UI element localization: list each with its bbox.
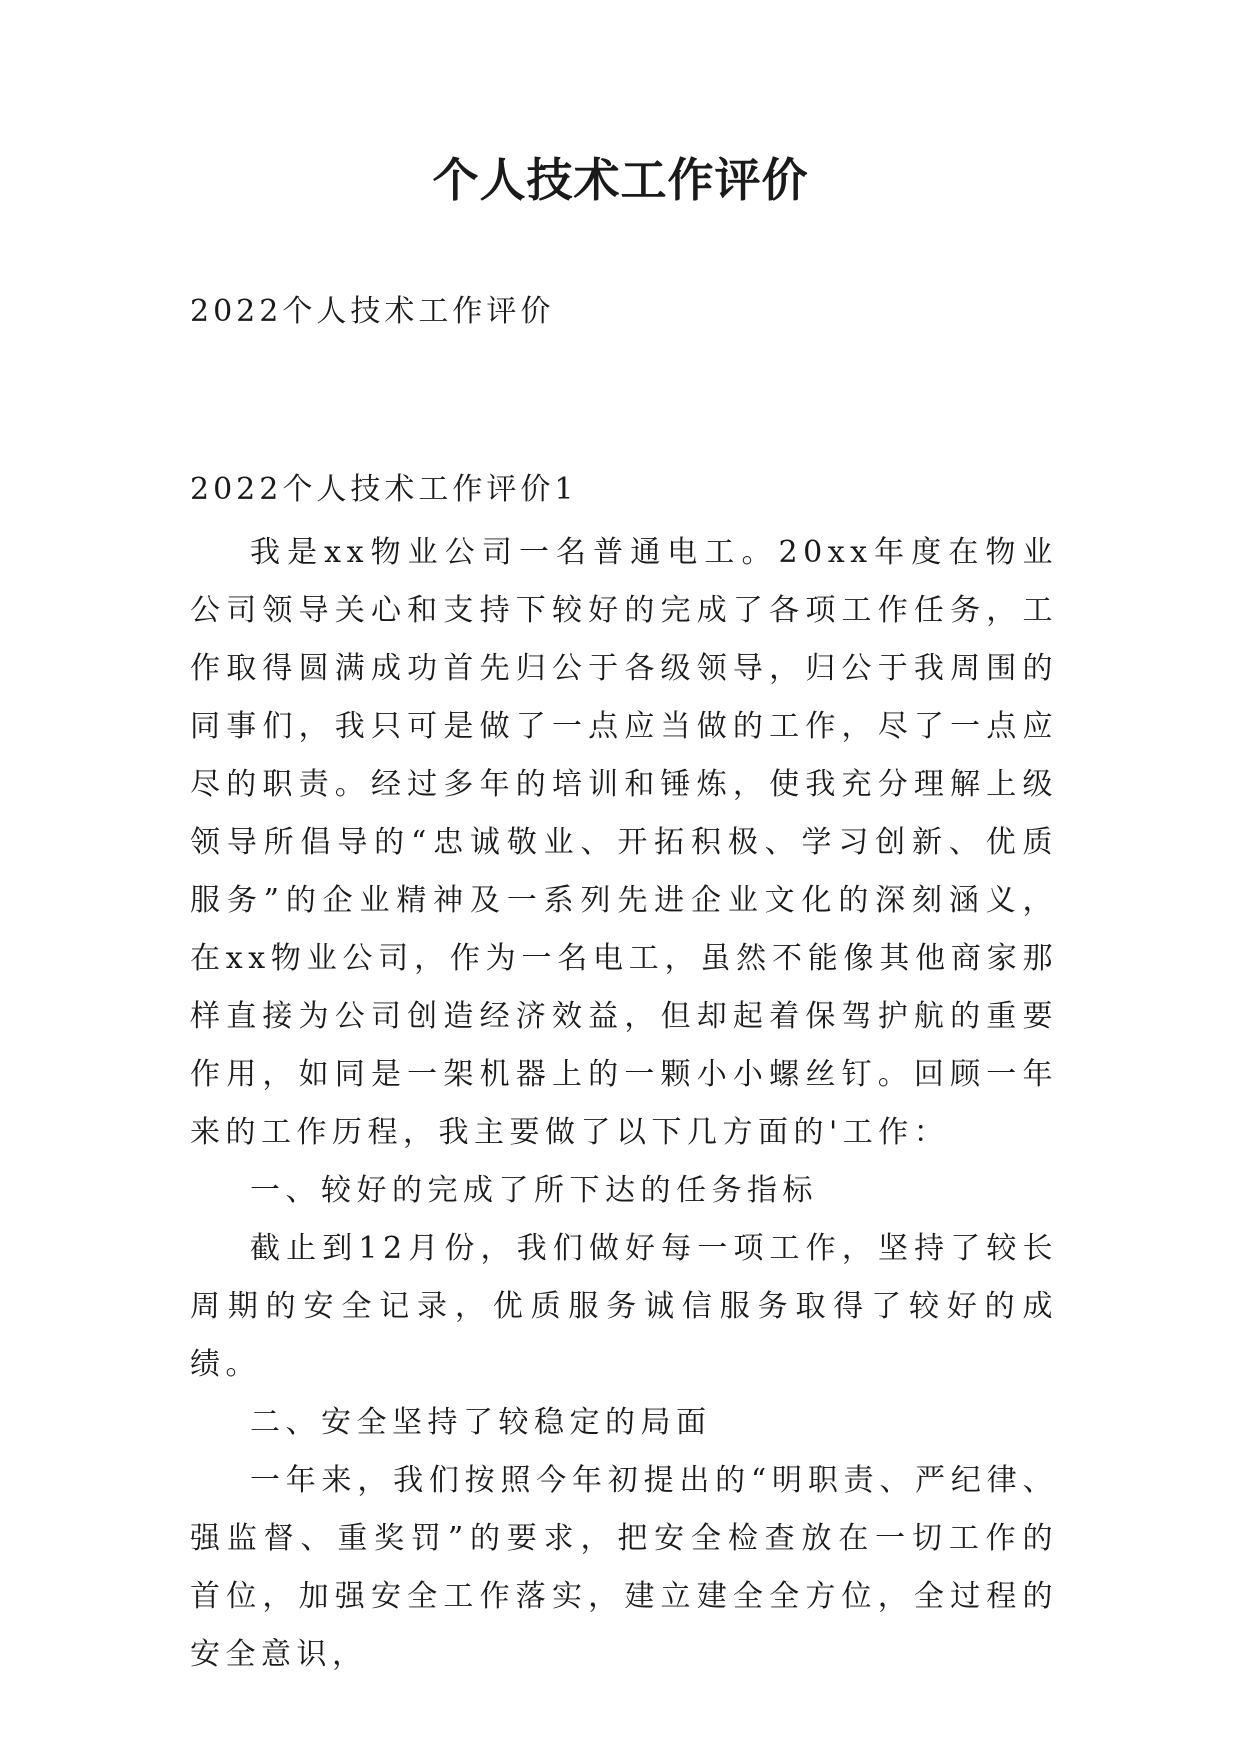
body-paragraph: 二、安全坚持了较稳定的局面: [250, 1405, 712, 1440]
body-paragraph: 一、较好的完成了所下达的任务指标: [250, 1173, 818, 1208]
body-paragraph: 截止到12月份，我们做好每一项工作，坚持了较长周期的安全记录，优质服务诚信服务取得了较好的成绩。: [190, 1231, 1058, 1382]
document-subtitle: 2022个人技术工作评价: [190, 294, 555, 329]
section-heading: 2022个人技术工作评价1: [190, 472, 578, 507]
document-title: 个人技术工作评价: [432, 153, 809, 207]
body-paragraph: 我是xx物业公司一名普通电工。20xx年度在物业公司领导关心和支持下较好的完成了各项工作任务，工作取得圆满成功首先归公于各级领导，归公于我周围的同事们，我只可是做了一点应当做的工作，尽了一点应尽的职责。经过多年的培训和锤炼，使我充分理解上级领导所倡导的“忠诚敬业、开拓积极、学习创新、优质服务”的企业精神及一系列先进企业文化的深刻涵义，在xx物业公司，作为一名电工，虽然不能像其他商家那样直接为公司创造经济效益，但却起着保驾护航的重要作用，如同是一架机器上的一颗小小螺丝钉。回顾一年来的工作历程，我主要做了以下几方面的'工作：: [190, 535, 1058, 1150]
document-body: [190, 524, 1058, 1684]
body-paragraph: 一年来，我们按照今年初提出的“明职责、严纪律、强监督、重奖罚”的要求，把安全检查放在一切工作的首位，加强安全工作落实，建立建全全方位，全过程的安全意识，: [190, 1463, 1058, 1672]
